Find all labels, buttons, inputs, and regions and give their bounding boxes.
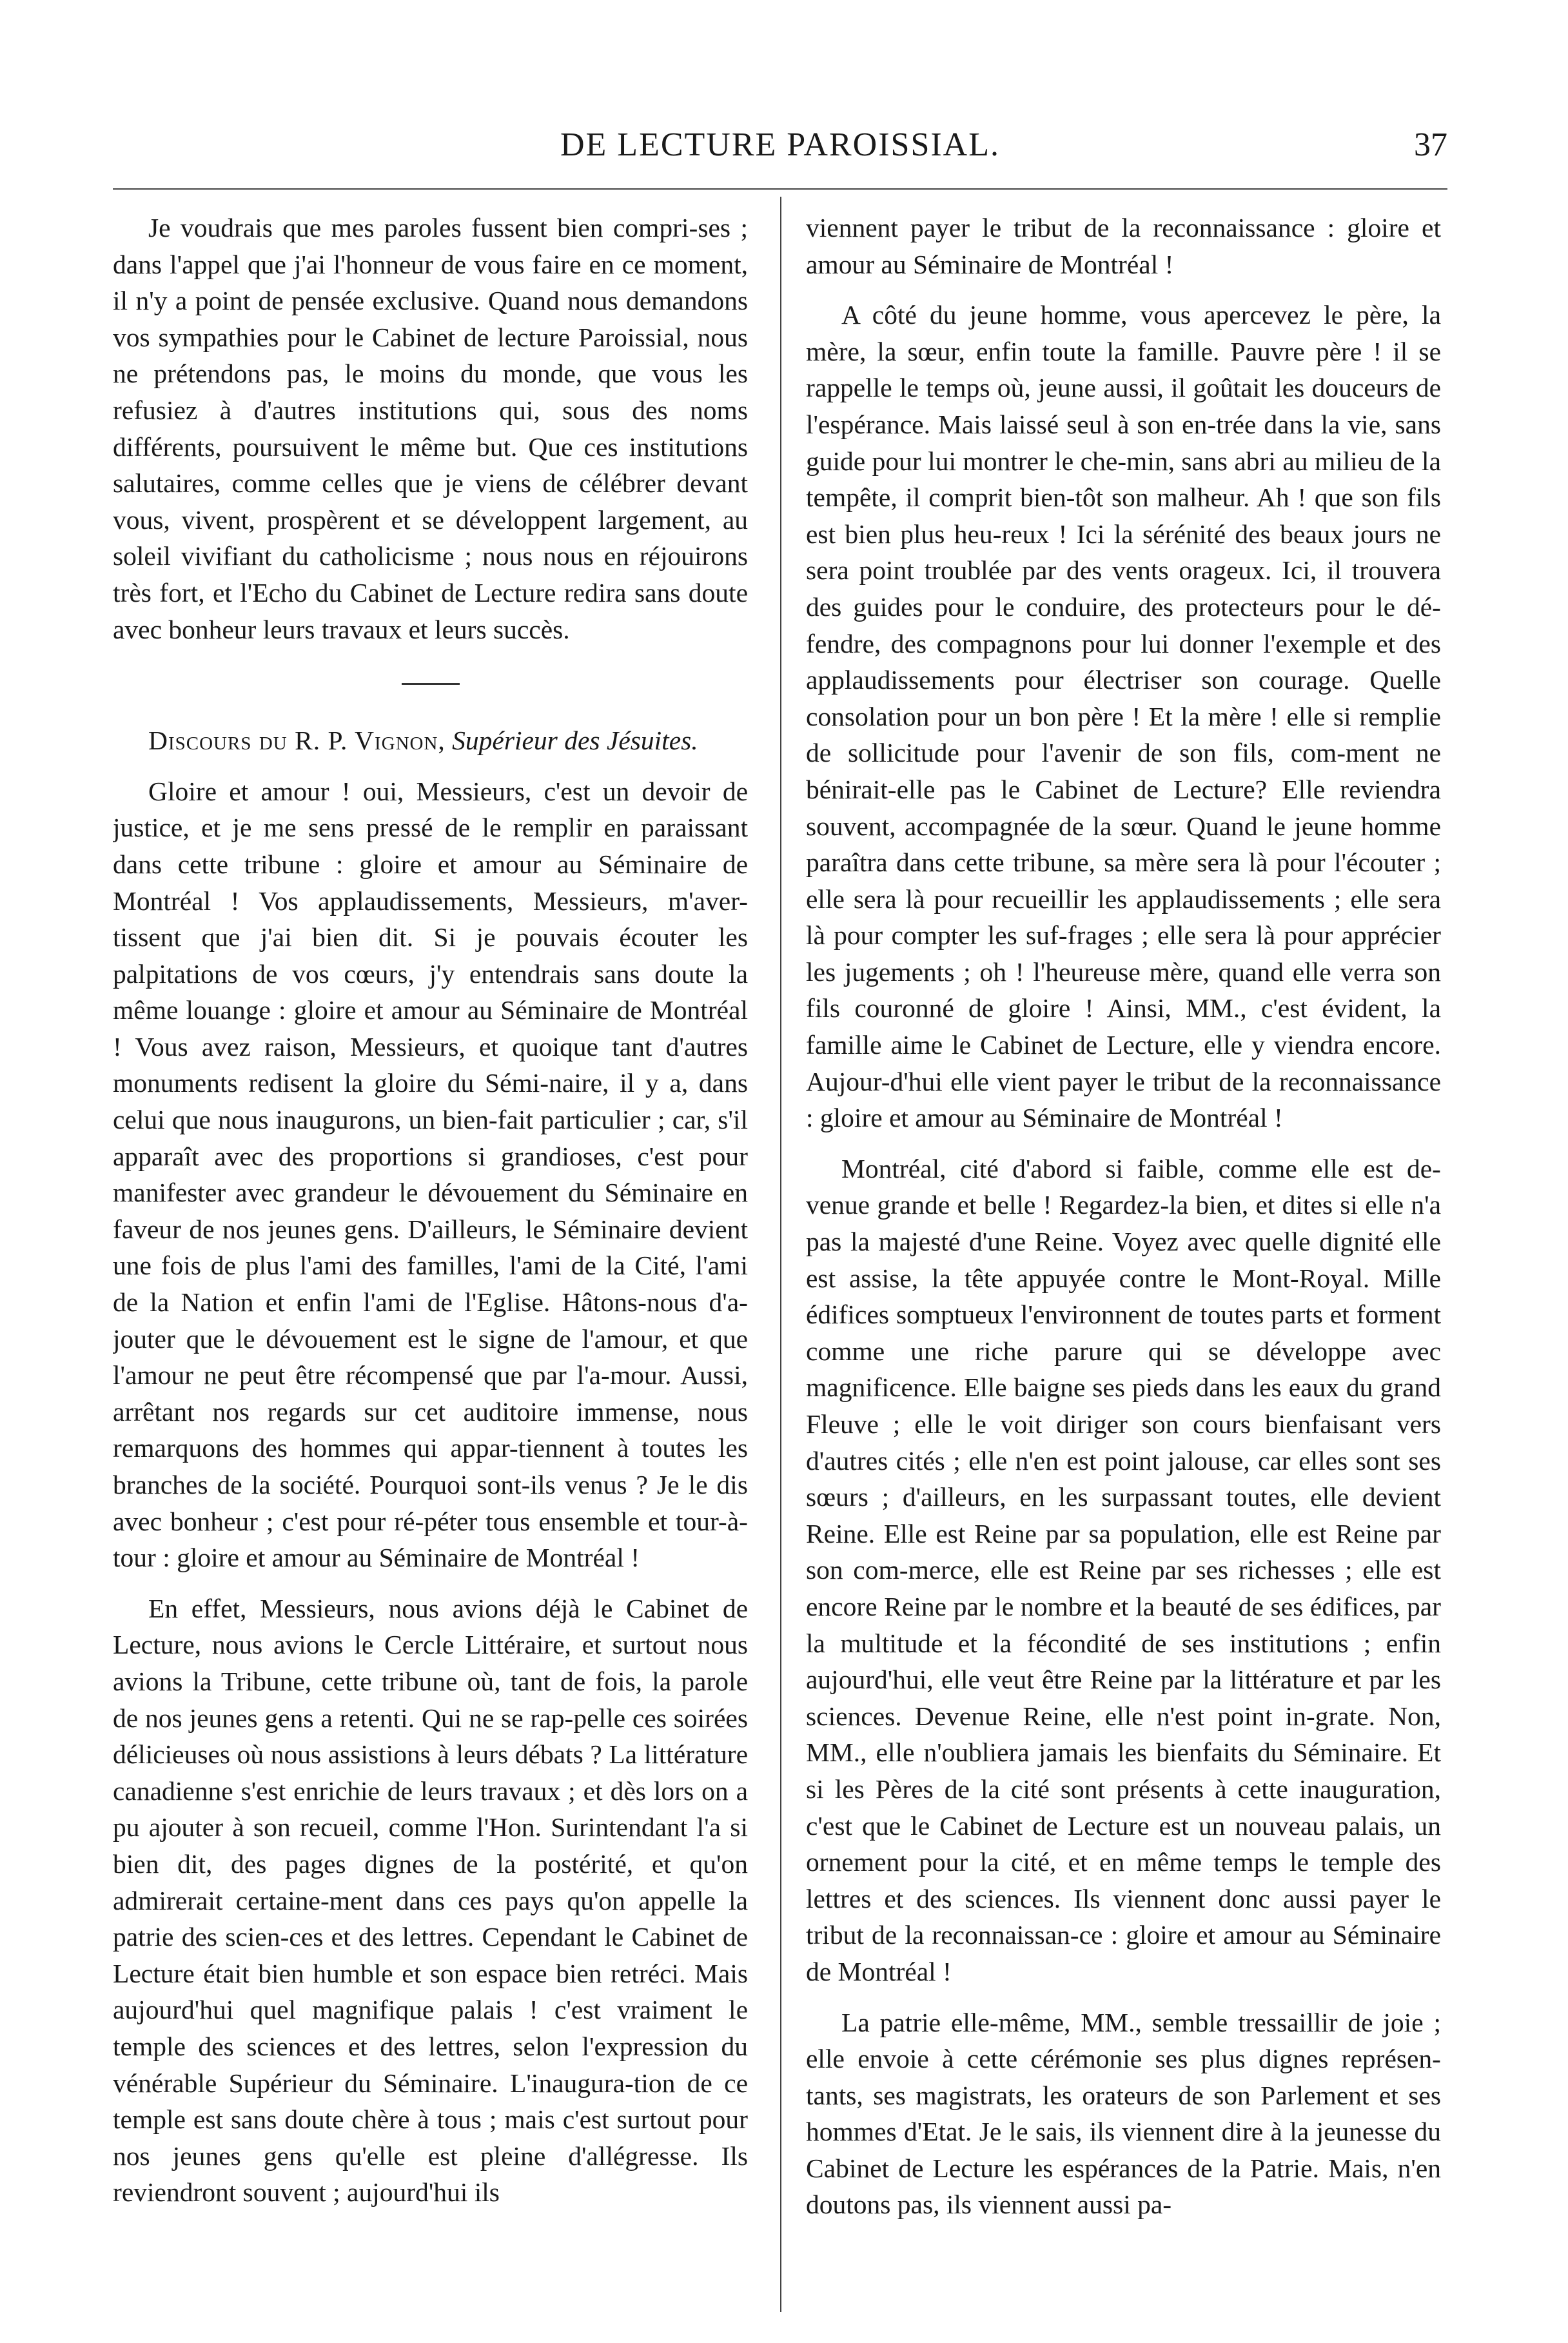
left-column [113, 210, 748, 2312]
paragraph: Je voudrais que mes paroles fussent bien compri-ses ; dans l'appel que j'ai l'honneur de vous faire en ce moment, il n'y a point de pensée exclusive. Quand nous demandons vos sympathies pour le Cabinet de lecture Paroissial, nous ne prétendons pas, le moins du monde, que vous les refusiez à d'autres institutions qui, sous des noms différents, poursuivent le même but. Que ces institutions salutaires, comme celles que je viens de célébrer devant vous, vivent, prospèrent et se développent largement, au soleil vivifiant du catholicisme ; nous nous en réjouirons très fort, et l'Echo du Cabinet de Lecture redira sans doute avec bonheur leurs travaux et leurs succès. [113, 213, 748, 644]
header-rule [113, 188, 1447, 190]
right-column [806, 210, 1441, 2312]
page-number: 37 [1414, 126, 1447, 163]
paragraph: A côté du jeune homme, vous apercevez le père, la mère, la sœur, enfin toute la famille. Pauvre père ! il se rappelle le temps où, jeune aussi, il goûtait les douceurs de l'espérance. Mais laissé seul à son en-trée dans la vie, sans guide pour lui montrer le che-min, sans abri au milieu de la tempête, il comprit bien-tôt son malheur. Ah ! que son fils est bien plus heu-reux ! Ici la sérénité des beaux jours ne sera point troublée par des vents orageux. Ici, il trouvera des guides pour le conduire, des protecteurs pour le dé-fendre, des compagnons pour lui donner l'exemple et des applaudissements pour électriser son courage. Quelle consolation pour un bon père ! Et la mère ! elle si remplie de sollicitude pour l'avenir de son fils, com-ment ne bénirait-elle pas le Cabinet de Lecture? Elle reviendra souvent, accompagnée de la sœur. Quand le jeune homme paraîtra dans cette tribune, sa mère sera là pour l'écouter ; elle sera là pour recueillir les applaudissements ; elle sera là pour compter les suf-frages ; elle sera là pour apprécier les jugements ; oh ! l'heureuse mère, quand elle verra son fils couronné de gloire ! Ainsi, MM., c'est évident, la famille aime le Cabinet de Lecture, elle y viendra encore. Aujour-d'hui elle vient payer le tribut de la reconnaissance : gloire et amour au Séminaire de Montréal ! [806, 300, 1441, 1133]
paragraph: La patrie elle-même, MM., semble tressaillir de joie ; elle envoie à cette cérémonie ses plus dignes représen-tants, ses magistrats, les orateurs de son Parlement et ses hommes d'Etat. Je le sais, ils viennent dire à la jeunesse du Cabinet de Lecture les espérances de la Patrie. Mais, n'en doutons pas, ils viennent aussi pa- [806, 2007, 1441, 2220]
column-divider [780, 197, 781, 2312]
section-separator [402, 683, 460, 685]
discours-lead: Discours du R. P. Vignon, [148, 726, 446, 756]
running-title: DE LECTURE PAROISSIAL. [560, 126, 1000, 163]
page-header [113, 119, 1447, 190]
paragraph: En effet, Messieurs, nous avions déjà le Cabinet de Lecture, nous avions le Cercle Littéraire, et surtout nous avions la Tribune, cette tribune où, tant de fois, la parole de nos jeunes gens a retenti. Qui ne se rap-pelle ces soirées délicieuses où nous assistions à leurs débats ? La littérature canadienne s'est enrichie de leurs travaux ; et dès lors on a pu ajouter à son recueil, comme l'Hon. Surintendant l'a si bien dit, des pages dignes de la postérité, et qu'on admirerait certaine-ment dans ces pays qu'on appelle la patrie des scien-ces et des lettres. Cependant le Cabinet de Lecture était bien humble et son espace bien retréci. Mais aujourd'hui quel magnifique palais ! c'est vraiment le temple des sciences et des lettres, selon l'expression du vénérable Supérieur du Séminaire. L'inaugura-tion de ce temple est sans doute chère à tous ; mais c'est surtout pour nos jeunes gens qu'elle est pleine d'allégresse. Ils reviendront souvent ; aujourd'hui ils [113, 1593, 748, 2208]
discours-role: Supérieur des Jésuites. [452, 726, 698, 756]
paragraph: Montréal, cité d'abord si faible, comme elle est de-venue grande et belle ! Regardez-la bien, et dites si elle n'a pas la majesté d'une Reine. Voyez avec quelle dignité elle est assise, la tête appuyée contre le Mont-Royal. Mille édifices somptueux l'environnent de toutes parts et forment comme une riche parure qui se développe avec magnificence. Elle baigne ses pieds dans les eaux du grand Fleuve ; elle le voit diriger son cours bienfaisant vers d'autres cités ; elle n'en est point jalouse, car elles sont ses sœurs ; d'ailleurs, en les surpassant toutes, elle devient Reine. Elle est Reine par sa population, elle est Reine par son com-merce, elle est Reine par ses richesses ; elle est encore Reine par le nombre et la beauté de ses édifices, par la multitude et la fécondité de ses institutions ; enfin aujourd'hui, elle veut être Reine par la littérature et par les sciences. Devenue Reine, elle n'est point in-grate. Non, MM., elle n'oubliera jamais les bienfaits du Séminaire. Et si les Pères de la cité sont présents à cette inauguration, c'est que le Cabinet de Lecture est un nouveau palais, un ornement pour la cité, et en même temps le temple des lettres et des sciences. Ils viennent donc aussi payer le tribut de la reconnaissan-ce : gloire et amour au Séminaire de Montréal ! [806, 1153, 1441, 1986]
discours-heading [113, 722, 748, 759]
paragraph: viennent payer le tribut de la reconnaissance : gloire et amour au Séminaire de Montréal ! [806, 213, 1441, 279]
paragraph: Gloire et amour ! oui, Messieurs, c'est un devoir de justice, et je me sens pressé de le remplir en paraissant dans cette tribune : gloire et amour au Séminaire de Montréal ! Vos applaudissements, Messieurs, m'aver-tissent que j'ai bien dit. Si je pouvais écouter les palpitations de vos cœurs, j'y entendrais sans doute la même louange : gloire et amour au Séminaire de Montréal ! Vous avez raison, Messieurs, et quoique tant d'autres monuments redisent la gloire du Sémi-naire, il y a, dans celui que nous inaugurons, un bien-fait particulier ; car, s'il apparaît avec des proportions si grandioses, c'est pour manifester avec grandeur le dévouement du Séminaire en faveur de nos jeunes gens. D'ailleurs, le Séminaire devient une fois de plus l'ami des familles, l'ami de la Cité, l'ami de la Nation et enfin l'ami de l'Eglise. Hâtons-nous d'a-jouter que le dévouement est le signe de l'amour, et que l'amour ne peut être récompensé que par l'a-mour. Aussi, arrêtant nos regards sur cet auditoire immense, nous remarquons des hommes qui appar-tiennent à toutes les branches de la société. Pourquoi sont-ils venus ? Je le dis avec bonheur ; c'est pour ré-péter tous ensemble et tour-à-tour : gloire et amour au Séminaire de Montréal ! [113, 776, 748, 1573]
